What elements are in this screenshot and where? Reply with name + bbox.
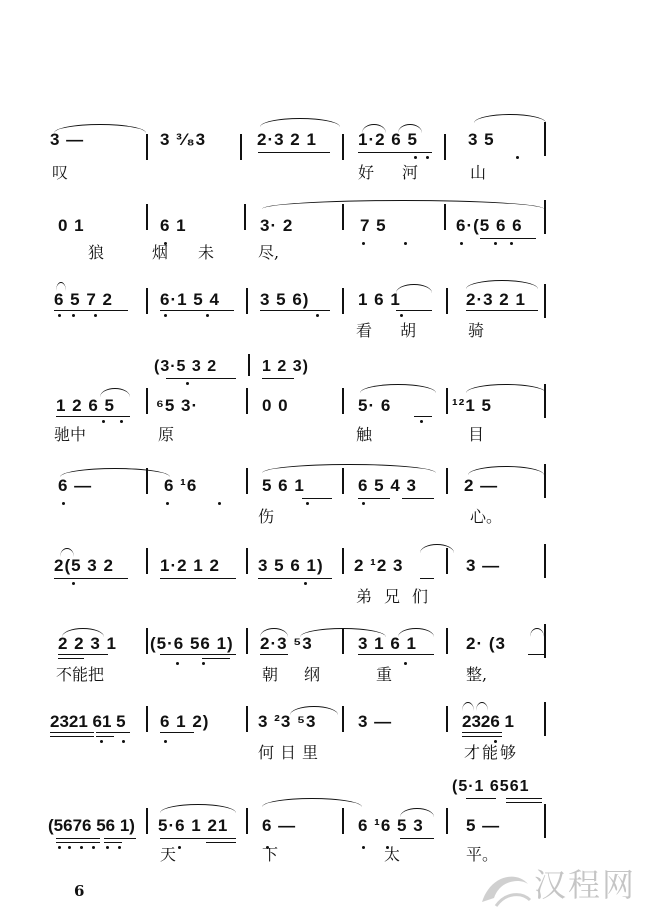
barline bbox=[342, 548, 344, 574]
lyric: 何日里 bbox=[258, 743, 325, 762]
measure: 5· 6 bbox=[358, 396, 392, 415]
beam bbox=[358, 498, 390, 499]
measure: 6 5 4 3 bbox=[358, 476, 417, 495]
beam bbox=[466, 798, 496, 799]
lyric: 太 bbox=[384, 845, 401, 864]
barline bbox=[544, 122, 546, 156]
barline bbox=[446, 706, 448, 732]
octave-dot bbox=[92, 846, 95, 849]
beam bbox=[506, 802, 542, 803]
barline bbox=[240, 134, 242, 160]
octave-dot bbox=[362, 502, 365, 505]
octave-dot bbox=[362, 242, 365, 245]
barline bbox=[246, 388, 248, 414]
beam bbox=[258, 578, 332, 579]
tie-slur bbox=[54, 124, 146, 133]
octave-dot bbox=[362, 846, 365, 849]
score-line-4 bbox=[0, 354, 660, 450]
lyric: 整, bbox=[466, 665, 488, 684]
measure: 7 5 bbox=[360, 216, 387, 235]
beam bbox=[462, 736, 502, 737]
beam bbox=[58, 658, 84, 659]
barline bbox=[544, 544, 546, 578]
lyric: 叹 bbox=[52, 163, 69, 182]
measure: 2321 61 5 bbox=[50, 712, 126, 731]
barline bbox=[146, 808, 148, 834]
octave-dot bbox=[516, 156, 519, 159]
barline bbox=[248, 354, 250, 376]
lyric: 看 bbox=[356, 321, 373, 340]
barline bbox=[342, 706, 344, 732]
measure: ⁶5 3· bbox=[156, 396, 199, 415]
measure: 3 — bbox=[466, 556, 501, 575]
beam bbox=[466, 310, 538, 311]
measure: 6 1 bbox=[160, 216, 187, 235]
barline bbox=[246, 548, 248, 574]
watermark-logo-icon bbox=[476, 862, 536, 912]
measure: 2·3 ⁵3 bbox=[260, 634, 313, 653]
tie-slur bbox=[60, 548, 74, 557]
lyric: 伤 bbox=[258, 507, 275, 526]
beam bbox=[104, 838, 136, 839]
octave-dot bbox=[206, 314, 209, 317]
octave-dot bbox=[202, 662, 205, 665]
measure: 6 ¹6 5 3 bbox=[358, 816, 424, 835]
barline bbox=[342, 808, 344, 834]
tie-slur bbox=[262, 464, 436, 473]
beam bbox=[50, 736, 94, 737]
barline bbox=[544, 384, 546, 418]
score-line-5 bbox=[0, 464, 660, 560]
measure: 1 2 6 5 bbox=[56, 396, 115, 415]
barline bbox=[146, 628, 148, 654]
measure: 0 0 bbox=[262, 396, 289, 415]
beam bbox=[96, 736, 114, 737]
lyric: 平。 bbox=[466, 845, 499, 864]
lyric: 目 bbox=[468, 425, 485, 444]
beam bbox=[160, 732, 194, 733]
measure: 6 5 7 2 bbox=[54, 290, 113, 309]
measure: 6 1 2) bbox=[160, 712, 210, 731]
lyric: 骑 bbox=[468, 321, 485, 340]
tie-slur bbox=[468, 466, 544, 475]
lyric: 下 bbox=[262, 845, 279, 864]
octave-dot bbox=[414, 156, 417, 159]
measure: 1·2 6 5 bbox=[358, 130, 418, 149]
measure: 6 — bbox=[58, 476, 93, 495]
barline bbox=[544, 804, 546, 838]
beam bbox=[358, 654, 434, 655]
lyric: 朝 bbox=[262, 665, 279, 684]
octave-dot bbox=[94, 314, 97, 317]
beam bbox=[414, 416, 432, 417]
score-line-1 bbox=[0, 108, 660, 204]
barline bbox=[246, 468, 248, 494]
barline bbox=[246, 706, 248, 732]
beam bbox=[58, 654, 108, 655]
barline bbox=[246, 628, 248, 654]
tie-slur bbox=[60, 468, 170, 477]
barline bbox=[146, 134, 148, 160]
measure: 3 5 6) bbox=[260, 290, 310, 309]
measure: ¹²1 5 bbox=[452, 396, 492, 415]
measure: 6 ¹6 bbox=[164, 476, 198, 495]
tie-slur bbox=[160, 804, 236, 813]
octave-dot bbox=[420, 420, 423, 423]
measure: 5 — bbox=[466, 816, 501, 835]
page-number: 6 bbox=[74, 882, 85, 900]
barline bbox=[544, 284, 546, 318]
lyric: 驰中 bbox=[54, 425, 87, 444]
barline bbox=[342, 134, 344, 160]
measure: 3 — bbox=[358, 712, 393, 731]
octave-dot bbox=[178, 846, 181, 849]
beam bbox=[202, 658, 230, 659]
lyric: 原 bbox=[158, 425, 175, 444]
measure: 6·(5 6 6 bbox=[456, 216, 523, 235]
barline bbox=[146, 706, 148, 732]
beam bbox=[462, 732, 502, 733]
beam bbox=[420, 578, 434, 579]
barline bbox=[544, 200, 546, 234]
measure: 2326 1 bbox=[462, 712, 514, 731]
beam bbox=[528, 654, 544, 655]
measure: 3 — bbox=[50, 130, 85, 149]
accompaniment-figure: 1 2 3) bbox=[262, 358, 309, 375]
tie-slur bbox=[474, 114, 546, 123]
accompaniment-figure: (3·5 3 2 bbox=[154, 358, 218, 375]
lyric: 烟 bbox=[152, 243, 169, 262]
octave-dot bbox=[80, 846, 83, 849]
tie-slur bbox=[396, 284, 432, 293]
lyric: 弟兄们 bbox=[356, 587, 441, 606]
tie-slur bbox=[100, 388, 130, 397]
measure: (5676 56 1) bbox=[48, 816, 135, 835]
beam bbox=[104, 842, 122, 843]
beam bbox=[400, 838, 434, 839]
tie-slur bbox=[56, 282, 66, 291]
barline bbox=[544, 464, 546, 498]
lyric: 才能够 bbox=[464, 743, 519, 762]
measure: 2 ¹2 3 bbox=[354, 556, 404, 575]
beam bbox=[56, 416, 130, 417]
lyric: 重 bbox=[376, 665, 393, 684]
beam bbox=[160, 654, 236, 655]
tie-slur bbox=[400, 808, 434, 817]
lyric: 胡 bbox=[400, 321, 417, 340]
lyric: 山 bbox=[470, 163, 487, 182]
barline bbox=[446, 288, 448, 314]
beam bbox=[56, 842, 100, 843]
octave-dot bbox=[72, 582, 75, 585]
octave-dot bbox=[404, 662, 407, 665]
barline bbox=[244, 204, 246, 230]
octave-dot bbox=[186, 382, 189, 385]
watermark-text: 汉程网 bbox=[534, 866, 637, 904]
octave-dot bbox=[304, 582, 307, 585]
octave-dot bbox=[58, 846, 61, 849]
octave-dot bbox=[426, 156, 429, 159]
accompaniment-figure: (5·1 6561 bbox=[452, 778, 530, 795]
beam bbox=[56, 838, 100, 839]
barline bbox=[446, 468, 448, 494]
beam bbox=[96, 732, 130, 733]
measure: 2·3 2 1 bbox=[466, 290, 526, 309]
beam bbox=[506, 798, 542, 799]
measure: 0 1 bbox=[58, 216, 85, 235]
beam bbox=[166, 378, 236, 379]
octave-dot bbox=[494, 242, 497, 245]
measure: 5 6 1 bbox=[262, 476, 305, 495]
barline bbox=[444, 134, 446, 160]
octave-dot bbox=[122, 740, 125, 743]
beam bbox=[258, 152, 330, 153]
octave-dot bbox=[166, 502, 169, 505]
octave-dot bbox=[176, 662, 179, 665]
octave-dot bbox=[68, 846, 71, 849]
beam bbox=[402, 498, 434, 499]
barline bbox=[544, 624, 546, 658]
barline bbox=[146, 548, 148, 574]
tie-slur bbox=[260, 118, 340, 127]
octave-dot bbox=[400, 314, 403, 317]
measure: (5·6 56 1) bbox=[150, 634, 234, 653]
beam bbox=[160, 578, 236, 579]
beam bbox=[396, 310, 432, 311]
beam bbox=[54, 578, 128, 579]
octave-dot bbox=[316, 314, 319, 317]
measure: 3 ²3 ⁵3 bbox=[258, 712, 317, 731]
tie-slur bbox=[262, 200, 544, 209]
octave-dot bbox=[510, 242, 513, 245]
octave-dot bbox=[404, 242, 407, 245]
lyric: 不能把 bbox=[56, 665, 105, 684]
barline bbox=[146, 388, 148, 414]
tie-slur bbox=[362, 124, 386, 133]
barline bbox=[342, 388, 344, 414]
lyric: 未 bbox=[198, 243, 215, 262]
measure: 6 — bbox=[262, 816, 297, 835]
octave-dot bbox=[106, 846, 109, 849]
octave-dot bbox=[164, 740, 167, 743]
beam bbox=[54, 310, 128, 311]
barline bbox=[146, 288, 148, 314]
beam bbox=[480, 238, 536, 239]
lyric: 河 bbox=[402, 163, 419, 182]
octave-dot bbox=[120, 420, 123, 423]
barline bbox=[446, 628, 448, 654]
measure: 3· 2 bbox=[260, 216, 294, 235]
tie-slur bbox=[398, 124, 422, 133]
measure: 6·1 5 4 bbox=[160, 290, 220, 309]
barline bbox=[146, 204, 148, 230]
measure: 2 — bbox=[464, 476, 499, 495]
tie-slur bbox=[360, 384, 436, 393]
lyric: 心。 bbox=[470, 507, 503, 526]
tie-slur bbox=[262, 798, 362, 807]
lyric: 尽, bbox=[258, 243, 280, 262]
octave-dot bbox=[218, 502, 221, 505]
score-line-2 bbox=[0, 196, 660, 292]
beam bbox=[260, 654, 288, 655]
octave-dot bbox=[118, 846, 121, 849]
octave-dot bbox=[58, 314, 61, 317]
octave-dot bbox=[102, 420, 105, 423]
beam bbox=[206, 842, 236, 843]
beam bbox=[302, 498, 332, 499]
measure: 3 1 6 1 bbox=[358, 634, 417, 653]
lyric: 触 bbox=[356, 425, 373, 444]
octave-dot bbox=[100, 740, 103, 743]
score-line-9 bbox=[0, 776, 660, 872]
octave-dot bbox=[72, 314, 75, 317]
measure: 3 5 bbox=[468, 130, 495, 149]
beam bbox=[160, 310, 234, 311]
barline bbox=[342, 288, 344, 314]
barline bbox=[544, 702, 546, 736]
measure: 2 2 3 1 bbox=[58, 634, 117, 653]
measure: 3 5 6 1) bbox=[258, 556, 324, 575]
measure: 3 ³⁄₈3 bbox=[160, 130, 207, 149]
measure: 2(5 3 2 bbox=[54, 556, 114, 575]
lyric: 好 bbox=[358, 163, 375, 182]
beam bbox=[262, 378, 294, 379]
measure: 2· (3 bbox=[466, 634, 506, 653]
barline bbox=[246, 808, 248, 834]
lyric: 狼 bbox=[88, 243, 105, 262]
barline bbox=[446, 808, 448, 834]
beam bbox=[160, 838, 236, 839]
barline bbox=[446, 388, 448, 414]
barline bbox=[246, 288, 248, 314]
beam bbox=[50, 732, 94, 733]
tie-slur bbox=[466, 384, 546, 393]
octave-dot bbox=[164, 314, 167, 317]
lyric: 纲 bbox=[304, 665, 321, 684]
measure: 1·2 1 2 bbox=[160, 556, 220, 575]
measure: 1 6 1 bbox=[358, 290, 401, 309]
measure: 2·3 2 1 bbox=[257, 130, 317, 149]
measure: 5·6 1 21 bbox=[158, 816, 229, 835]
beam bbox=[260, 310, 330, 311]
octave-dot bbox=[306, 502, 309, 505]
octave-dot bbox=[62, 502, 65, 505]
lyric: 天 bbox=[160, 845, 177, 864]
beam bbox=[358, 152, 432, 153]
octave-dot bbox=[460, 242, 463, 245]
